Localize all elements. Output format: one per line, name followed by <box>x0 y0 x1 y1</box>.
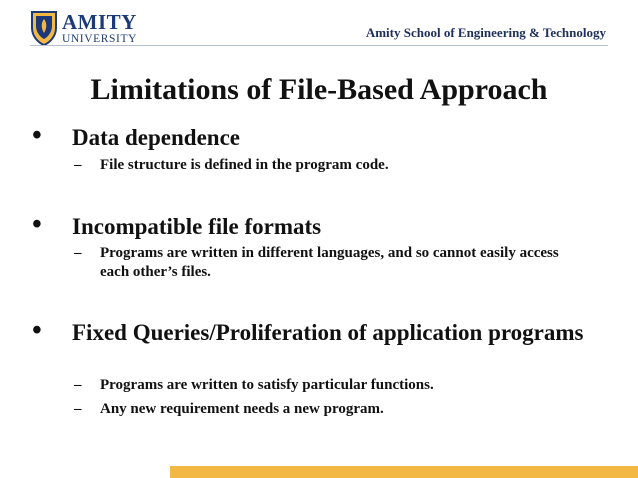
slide-title: Limitations of File-Based Approach <box>90 73 548 106</box>
sub-point-text: File structure is defined in the program code. <box>100 157 389 173</box>
bullet-marker: • <box>32 209 42 240</box>
sub-dash: – <box>74 157 82 173</box>
bullet-point <box>32 120 592 151</box>
logo-subtitle: UNIVERSITY <box>62 33 137 45</box>
logo-wordmark: AMITY <box>62 10 137 34</box>
bullet-text: Incompatible file formats <box>72 214 322 239</box>
sub-dash: – <box>74 401 82 417</box>
bullet-text: Fixed Queries/Proliferation of application programs <box>72 320 584 345</box>
footer-accent-bar <box>170 466 638 478</box>
sub-point-text: Programs are written to satisfy particular functions. <box>100 377 434 393</box>
sub-point-text: Any new requirement needs a new program. <box>100 401 384 417</box>
header-divider <box>30 45 608 46</box>
sub-point <box>74 376 570 395</box>
school-name: Amity School of Engineering & Technology <box>365 25 606 40</box>
sub-point <box>74 156 570 175</box>
amity-logo <box>30 10 150 50</box>
sub-dash: – <box>74 245 82 261</box>
bullet-point <box>32 315 592 346</box>
sub-point-text: Programs are written in different languages, and so cannot easily access each other’s files. <box>100 245 559 280</box>
bullet-text: Data dependence <box>72 125 241 150</box>
sub-point <box>74 400 570 419</box>
bullet-marker: • <box>32 315 42 346</box>
bullet-point <box>32 209 592 240</box>
sub-dash: – <box>74 377 82 393</box>
slide-header <box>0 0 638 52</box>
amity-shield-icon <box>30 10 58 46</box>
sub-point <box>74 244 570 282</box>
bullet-marker: • <box>32 120 42 151</box>
